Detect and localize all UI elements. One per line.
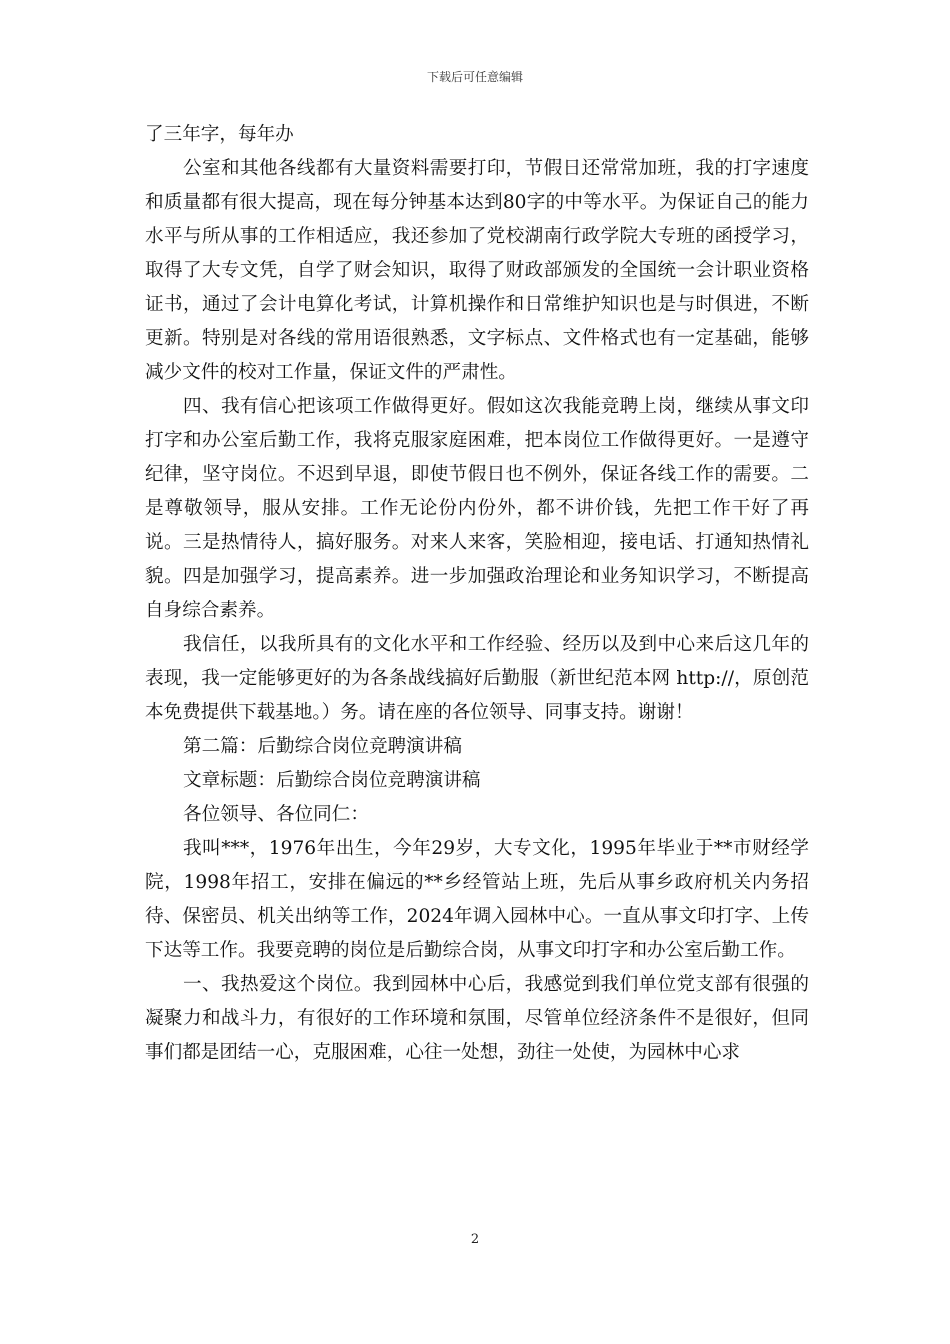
document-body [145,118,809,1070]
article-title: 文章标题：后勤综合岗位竞聘演讲稿 [183,770,481,791]
paragraph-continuation: 了三年字，每年办 [145,124,294,145]
paragraph-introduction: 我叫***，1976年出生，今年29岁，大专文化，1995年毕业于**市财经学院，1998年招工，安排在偏远的**乡经管站上班，先后从事乡政府机关内务招待、保密员、机关出纳等工作，2024年调入园林中心。一直从事文印打字、上传下达等工作。我要竞聘的岗位是后勤综合岗，从事文印打字和办公室后勤工作。 [145,838,809,961]
page-number: 2 [470,1232,480,1247]
paragraph-skills: 公室和其他各线都有大量资料需要打印，节假日还常常加班，我的打字速度和质量都有很大提高，现在每分钟基本达到80字的中等水平。为保证自己的能力水平与所从事的工作相适应，我还参加了党校湖南行政学院大专班的函授学习，取得了大专文凭，自学了财会知识，取得了财政部颁发的全国统一会计职业资格证书，通过了会计电算化考试，计算机操作和日常维护知识也是与时俱进，不断更新。特别是对各线的常用语很熟悉，文字标点、文件格式也有一定基础，能够减少文件的校对工作量，保证文件的严肃性。 [145,158,809,383]
section-title: 第二篇：后勤综合岗位竞聘演讲稿 [183,736,462,757]
paragraph-confidence: 四、我有信心把该项工作做得更好。假如这次我能竞聘上岗，继续从事文印打字和办公室后勤工作，我将克服家庭困难，把本岗位工作做得更好。一是遵守纪律，坚守岗位。不迟到早退，即使节假日也不例外，保证各线工作的需要。二是尊敬领导，服从安排。工作无论份内份外，都不讲价钱，先把工作干好了再说。三是热情待人，搞好服务。对来人来客，笑脸相迎，接电话、打通知热情礼貌。四是加强学习，提高素养。进一步加强政治理论和业务知识学习，不断提高自身综合素养。 [145,396,809,621]
paragraph-closing: 我信任，以我所具有的文化水平和工作经验、经历以及到中心来后这几年的表现，我一定能够更好的为各条战线搞好后勤服（新世纪范本网 http://，原创范本免费提供下载基地。）务。请在座的各位领导、同事支持。谢谢！ [145,634,809,723]
paragraph-love-of-post: 一、我热爱这个岗位。我到园林中心后，我感觉到我们单位党支部有很强的凝聚力和战斗力，有很好的工作环境和氛围，尽管单位经济条件不是很好，但同事们都是团结一心，克服困难，心往一处想，劲往一处使，为园林中心求 [145,974,809,1063]
page-header: 下载后可任意编辑 [426,70,523,84]
salutation: 各位领导、各位同仁： [183,804,369,825]
